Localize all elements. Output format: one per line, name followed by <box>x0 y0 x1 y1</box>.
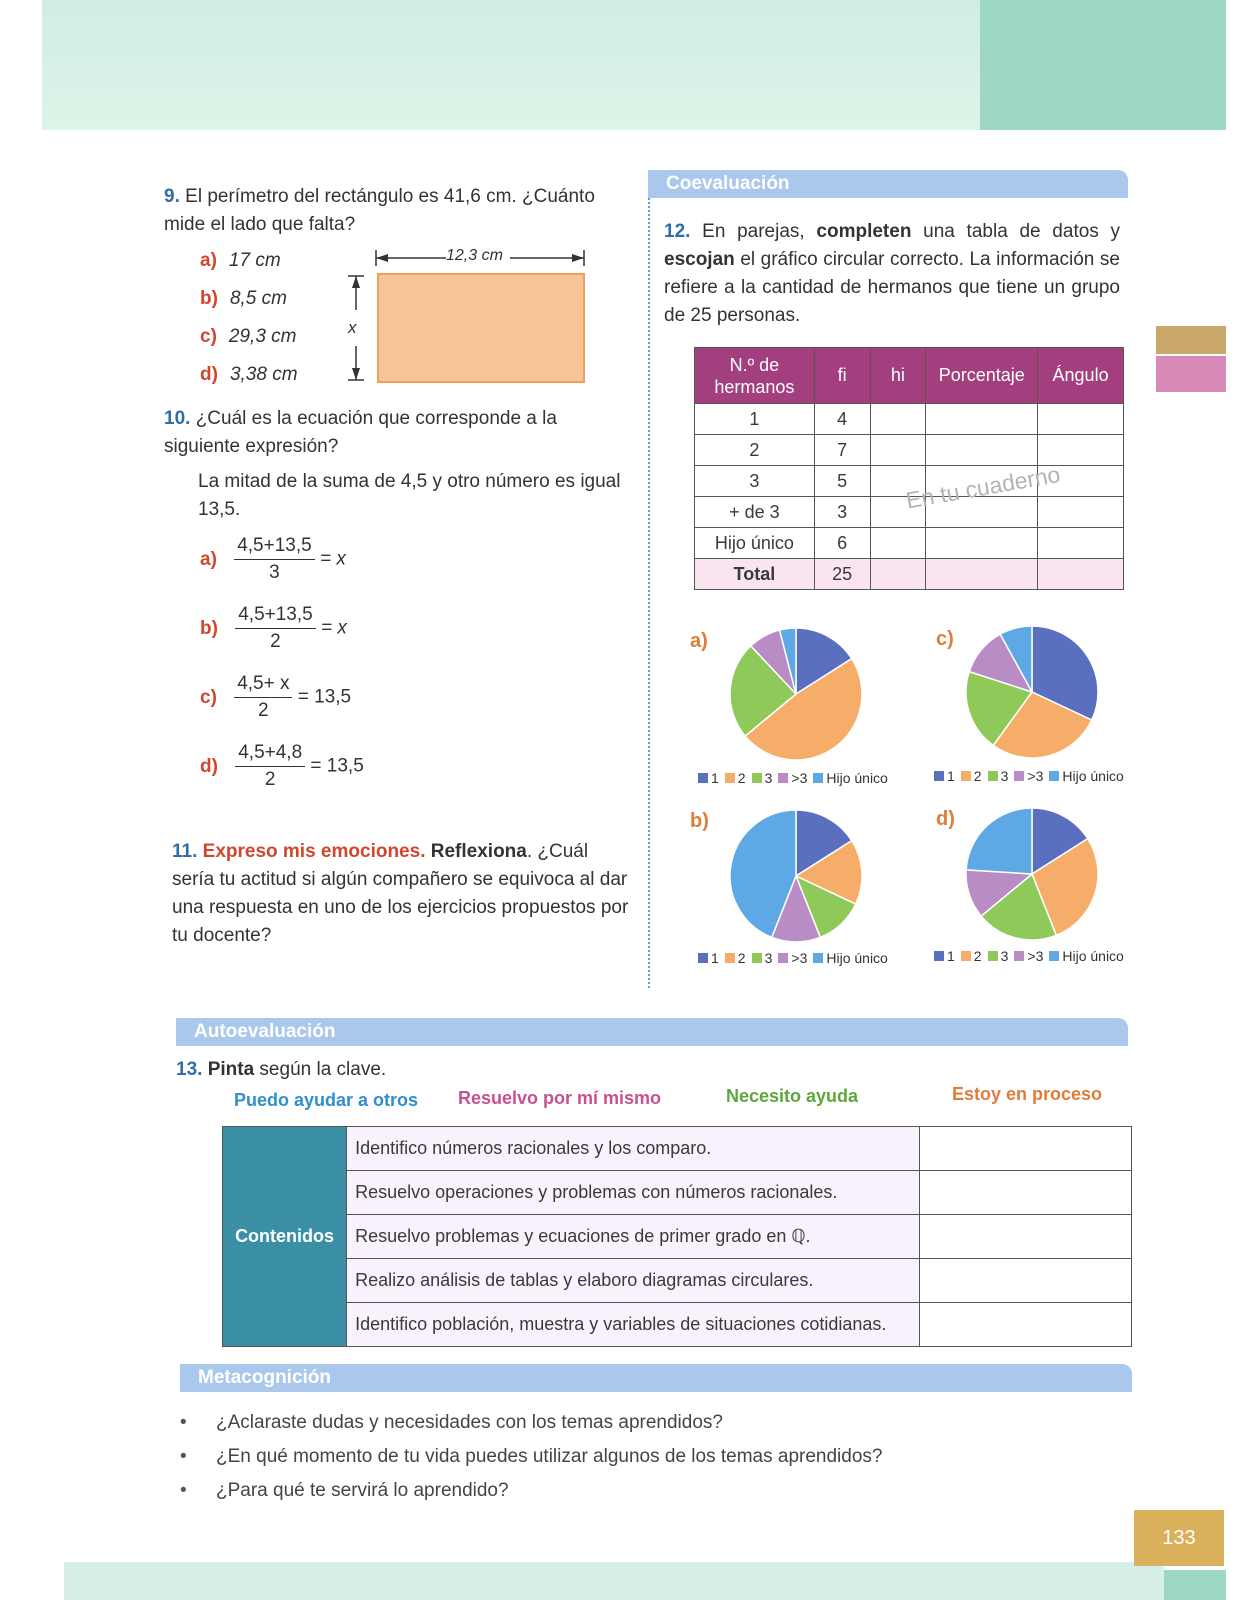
fraction <box>234 535 315 584</box>
pie-a-legend <box>692 770 888 786</box>
question-11-number: 11. <box>172 841 198 862</box>
option-9a[interactable] <box>200 250 298 288</box>
question-9-number: 9. <box>164 186 180 207</box>
evaluation-paint-cell[interactable] <box>919 1127 1131 1171</box>
row-fi: 3 <box>814 497 870 528</box>
legend-label: 1 <box>947 768 955 784</box>
table-row <box>695 528 1124 559</box>
legend-label: Hijo único <box>826 770 888 786</box>
question-12 <box>664 218 1120 330</box>
key-resuelvo: Resuelvo por mí mismo <box>458 1088 662 1108</box>
legend-swatch <box>725 773 735 783</box>
evaluation-item: Resuelvo operaciones y problemas con números racionales. <box>347 1171 920 1215</box>
header-hermanos: N.º de hermanos <box>695 348 815 404</box>
row-fi: 7 <box>814 435 870 466</box>
question-11 <box>172 838 632 950</box>
question-11-text: . ¿Cuál sería tu actitud si algún compañero se equivoca al dar una respuesta en uno de los ejercicios propuestos por tu docente? <box>172 841 629 946</box>
numerator: 4,5+4,8 <box>235 742 305 767</box>
option-label: c) <box>200 686 217 708</box>
question-11-bold: Reflexiona <box>430 841 527 862</box>
pie-b-label: b) <box>690 810 709 832</box>
cell-hi[interactable] <box>870 404 926 435</box>
legend-swatch <box>752 773 762 783</box>
autoevaluacion-header: Autoevaluación <box>176 1018 1128 1046</box>
numerator: 4,5+ x <box>234 673 292 698</box>
legend-label: 2 <box>973 948 982 964</box>
cell-hi[interactable] <box>870 435 926 466</box>
question-12-text-b: una tabla de datos y <box>911 221 1120 242</box>
pie-chart-c[interactable] <box>962 622 1102 762</box>
legend-label: 1 <box>711 770 719 786</box>
rectangle-width-label: 12,3 cm <box>446 247 503 264</box>
evaluation-paint-cell[interactable] <box>919 1215 1131 1259</box>
legend-label: >3 <box>1027 948 1044 964</box>
question-9-options <box>200 250 298 402</box>
cell-angulo[interactable] <box>1038 404 1124 435</box>
option-9d[interactable] <box>200 364 298 402</box>
legend-label: 2 <box>973 768 982 784</box>
legend-swatch <box>813 953 823 963</box>
question-10 <box>164 405 634 461</box>
legend-swatch <box>725 953 735 963</box>
page-number: 133 <box>1134 1510 1224 1566</box>
self-evaluation-table <box>222 1126 1132 1347</box>
legend-label: 3 <box>1000 948 1009 964</box>
question-10-number: 10. <box>164 408 191 429</box>
legend-swatch <box>1049 771 1059 781</box>
legend-label: 1 <box>947 948 955 964</box>
cell-angulo[interactable] <box>1038 497 1124 528</box>
row-label: Hijo único <box>695 528 815 559</box>
table-row <box>695 435 1124 466</box>
coevaluacion-header: Coevaluación <box>648 170 1128 198</box>
header-hi: hi <box>870 348 926 404</box>
row-fi: 5 <box>814 466 870 497</box>
cell-angulo[interactable] <box>1038 559 1124 590</box>
question-12-text-c: el gráfico circular correcto. La información se refiere a la cantidad de hermanos que tiene un grupo de 25 personas. <box>664 249 1120 326</box>
gold-tab <box>1156 326 1226 354</box>
legend-swatch <box>698 953 708 963</box>
evaluation-item: Resuelvo problemas y ecuaciones de primer grado en ℚ. <box>347 1215 920 1259</box>
total-fi: 25 <box>814 559 870 590</box>
key-puedo-ayudar: Puedo ayudar a otros <box>234 1090 419 1110</box>
question-13-number: 13. <box>176 1059 203 1080</box>
legend-swatch <box>961 951 971 961</box>
legend-label: 2 <box>737 770 746 786</box>
cell-angulo[interactable] <box>1038 435 1124 466</box>
row-fi: 6 <box>814 528 870 559</box>
question-12-bold-b: escojan <box>664 249 735 270</box>
evaluation-item: Identifico números racionales y los comparo. <box>347 1127 920 1171</box>
list-item: • ¿En qué momento de tu vida puedes utilizar algunos de los temas aprendidos? <box>180 1440 1120 1474</box>
legend-swatch <box>698 773 708 783</box>
cell-porcentaje[interactable] <box>926 528 1038 559</box>
cell-angulo[interactable] <box>1038 528 1124 559</box>
evaluation-paint-cell[interactable] <box>919 1259 1131 1303</box>
legend-label: 2 <box>737 950 746 966</box>
denominator: 2 <box>270 631 281 652</box>
denominator: 3 <box>269 562 280 583</box>
cell-porcentaje[interactable] <box>926 435 1038 466</box>
legend-swatch <box>934 771 944 781</box>
question-9-text: El perímetro del rectángulo es 41,6 cm. ¿Cuánto mide el lado que falta? <box>164 186 595 235</box>
right-hand-side: = x <box>321 617 347 639</box>
option-10c[interactable] <box>200 673 351 722</box>
legend-swatch <box>778 953 788 963</box>
option-value: 17 cm <box>228 250 281 271</box>
column-divider <box>648 178 650 988</box>
question-13 <box>176 1056 386 1084</box>
numerator: 4,5+13,5 <box>234 535 315 560</box>
question-9 <box>164 183 634 239</box>
evaluation-item: Realizo análisis de tablas y elaboro diagramas circulares. <box>347 1259 920 1303</box>
top-band <box>42 0 982 138</box>
cell-porcentaje[interactable] <box>926 559 1038 590</box>
fraction <box>234 673 292 722</box>
list-item: • ¿Aclaraste dudas y necesidades con los temas aprendidos? <box>180 1406 1120 1440</box>
question-10-text: ¿Cuál es la ecuación que corresponde a la siguiente expresión? <box>164 408 557 457</box>
legend-label: Hijo único <box>1062 948 1124 964</box>
question-12-text-a: En parejas, <box>702 221 817 242</box>
evaluation-paint-cell[interactable] <box>919 1171 1131 1215</box>
watermark-en-tu-cuaderno: En tu cuaderno <box>904 460 1063 514</box>
legend-swatch <box>988 771 998 781</box>
option-value: 29,3 cm <box>228 326 297 347</box>
denominator: 2 <box>264 769 276 790</box>
option-9b[interactable] <box>200 288 298 326</box>
siblings-table <box>694 347 1124 590</box>
list-item: • ¿Para qué te servirá lo aprendido? <box>180 1474 1120 1508</box>
cell-porcentaje[interactable] <box>926 404 1038 435</box>
evaluation-item: Identifico población, muestra y variables de situaciones cotidianas. <box>347 1303 920 1347</box>
key-necesito-ayuda: Necesito ayuda <box>726 1086 859 1106</box>
pink-tab <box>1156 356 1226 392</box>
question-13-bold: Pinta <box>207 1059 255 1080</box>
option-value: 3,38 cm <box>229 364 298 385</box>
total-label: Total <box>695 559 815 590</box>
option-9c[interactable] <box>200 326 298 364</box>
legend-swatch <box>934 951 944 961</box>
row-label: 3 <box>695 466 815 497</box>
legend-swatch <box>778 773 788 783</box>
pie-c-label: c) <box>936 628 954 650</box>
numerator: 4,5+13,5 <box>235 604 316 629</box>
pie-c-legend <box>928 768 1124 784</box>
cell-hi[interactable] <box>870 559 926 590</box>
legend-swatch <box>813 773 823 783</box>
legend-label: >3 <box>791 950 808 966</box>
bottom-band <box>64 1562 1164 1600</box>
legend-label: >3 <box>791 770 808 786</box>
legend-label: >3 <box>1027 768 1044 784</box>
contenidos-label: Contenidos <box>223 1127 347 1347</box>
option-label: c) <box>200 326 217 347</box>
cell-hi[interactable] <box>870 528 926 559</box>
table-row <box>223 1303 1132 1347</box>
option-10a[interactable] <box>200 535 346 584</box>
pie-d-label: d) <box>936 808 955 830</box>
table-row <box>695 404 1124 435</box>
table-row <box>223 1171 1132 1215</box>
legend-swatch <box>1049 951 1059 961</box>
legend-swatch <box>1014 771 1024 781</box>
rectangle-height-label: x <box>348 318 357 337</box>
option-10d[interactable] <box>200 742 364 791</box>
header-porcentaje: Porcentaje <box>926 348 1038 404</box>
right-hand-side: = x <box>319 548 346 570</box>
right-hand-side: = 13,5 <box>310 755 364 777</box>
option-label: a) <box>200 250 217 271</box>
legend-label: 3 <box>764 950 773 966</box>
table-total-row <box>695 559 1124 590</box>
legend-label: 1 <box>711 950 719 966</box>
pie-b-legend <box>692 950 888 966</box>
pie-a-label: a) <box>690 630 708 652</box>
option-label: a) <box>200 548 217 570</box>
option-value: 8,5 cm <box>229 288 287 309</box>
question-11-title: Expreso mis emociones. <box>202 841 426 862</box>
legend-label: Hijo único <box>1062 768 1124 784</box>
pie-d-legend <box>928 948 1124 964</box>
row-label: 1 <box>695 404 815 435</box>
legend-swatch <box>752 953 762 963</box>
pie-chart-a[interactable] <box>726 624 866 764</box>
key-estoy-en-proceso: Estoy en proceso <box>952 1084 1103 1104</box>
evaluation-paint-cell[interactable] <box>919 1303 1131 1347</box>
option-10b[interactable] <box>200 604 347 653</box>
option-label: d) <box>200 755 218 777</box>
denominator: 2 <box>258 700 269 721</box>
row-label: + de 3 <box>695 497 815 528</box>
fraction <box>235 604 316 653</box>
legend-label: 3 <box>764 770 773 786</box>
table-row <box>223 1259 1132 1303</box>
pie-chart-d[interactable] <box>962 804 1102 944</box>
table-row <box>223 1127 1132 1171</box>
option-label: b) <box>200 288 218 309</box>
header-angulo: Ángulo <box>1038 348 1124 404</box>
question-12-bold-a: completen <box>816 221 912 242</box>
question-13-text: según la clave. <box>254 1059 387 1080</box>
table-header-row <box>695 348 1124 404</box>
legend-label: Hijo único <box>826 950 888 966</box>
row-fi: 4 <box>814 404 870 435</box>
option-label: d) <box>200 364 218 385</box>
metacognition-list <box>180 1406 1120 1508</box>
pie-slice-5 <box>966 808 1032 874</box>
right-hand-side: = 13,5 <box>297 686 352 708</box>
header-fi: fi <box>814 348 870 404</box>
legend-swatch <box>988 951 998 961</box>
option-label: b) <box>200 617 218 639</box>
legend-swatch <box>1014 951 1024 961</box>
legend-swatch <box>961 771 971 781</box>
row-label: 2 <box>695 435 815 466</box>
metacognicion-header: Metacognición <box>180 1364 1132 1392</box>
table-row <box>223 1215 1132 1259</box>
question-12-number: 12. <box>664 221 691 242</box>
question-10-expression: La mitad de la suma de 4,5 y otro número es igual 13,5. <box>198 471 621 520</box>
fraction <box>235 742 305 791</box>
legend-label: 3 <box>1000 768 1009 784</box>
pie-chart-b[interactable] <box>726 806 866 946</box>
